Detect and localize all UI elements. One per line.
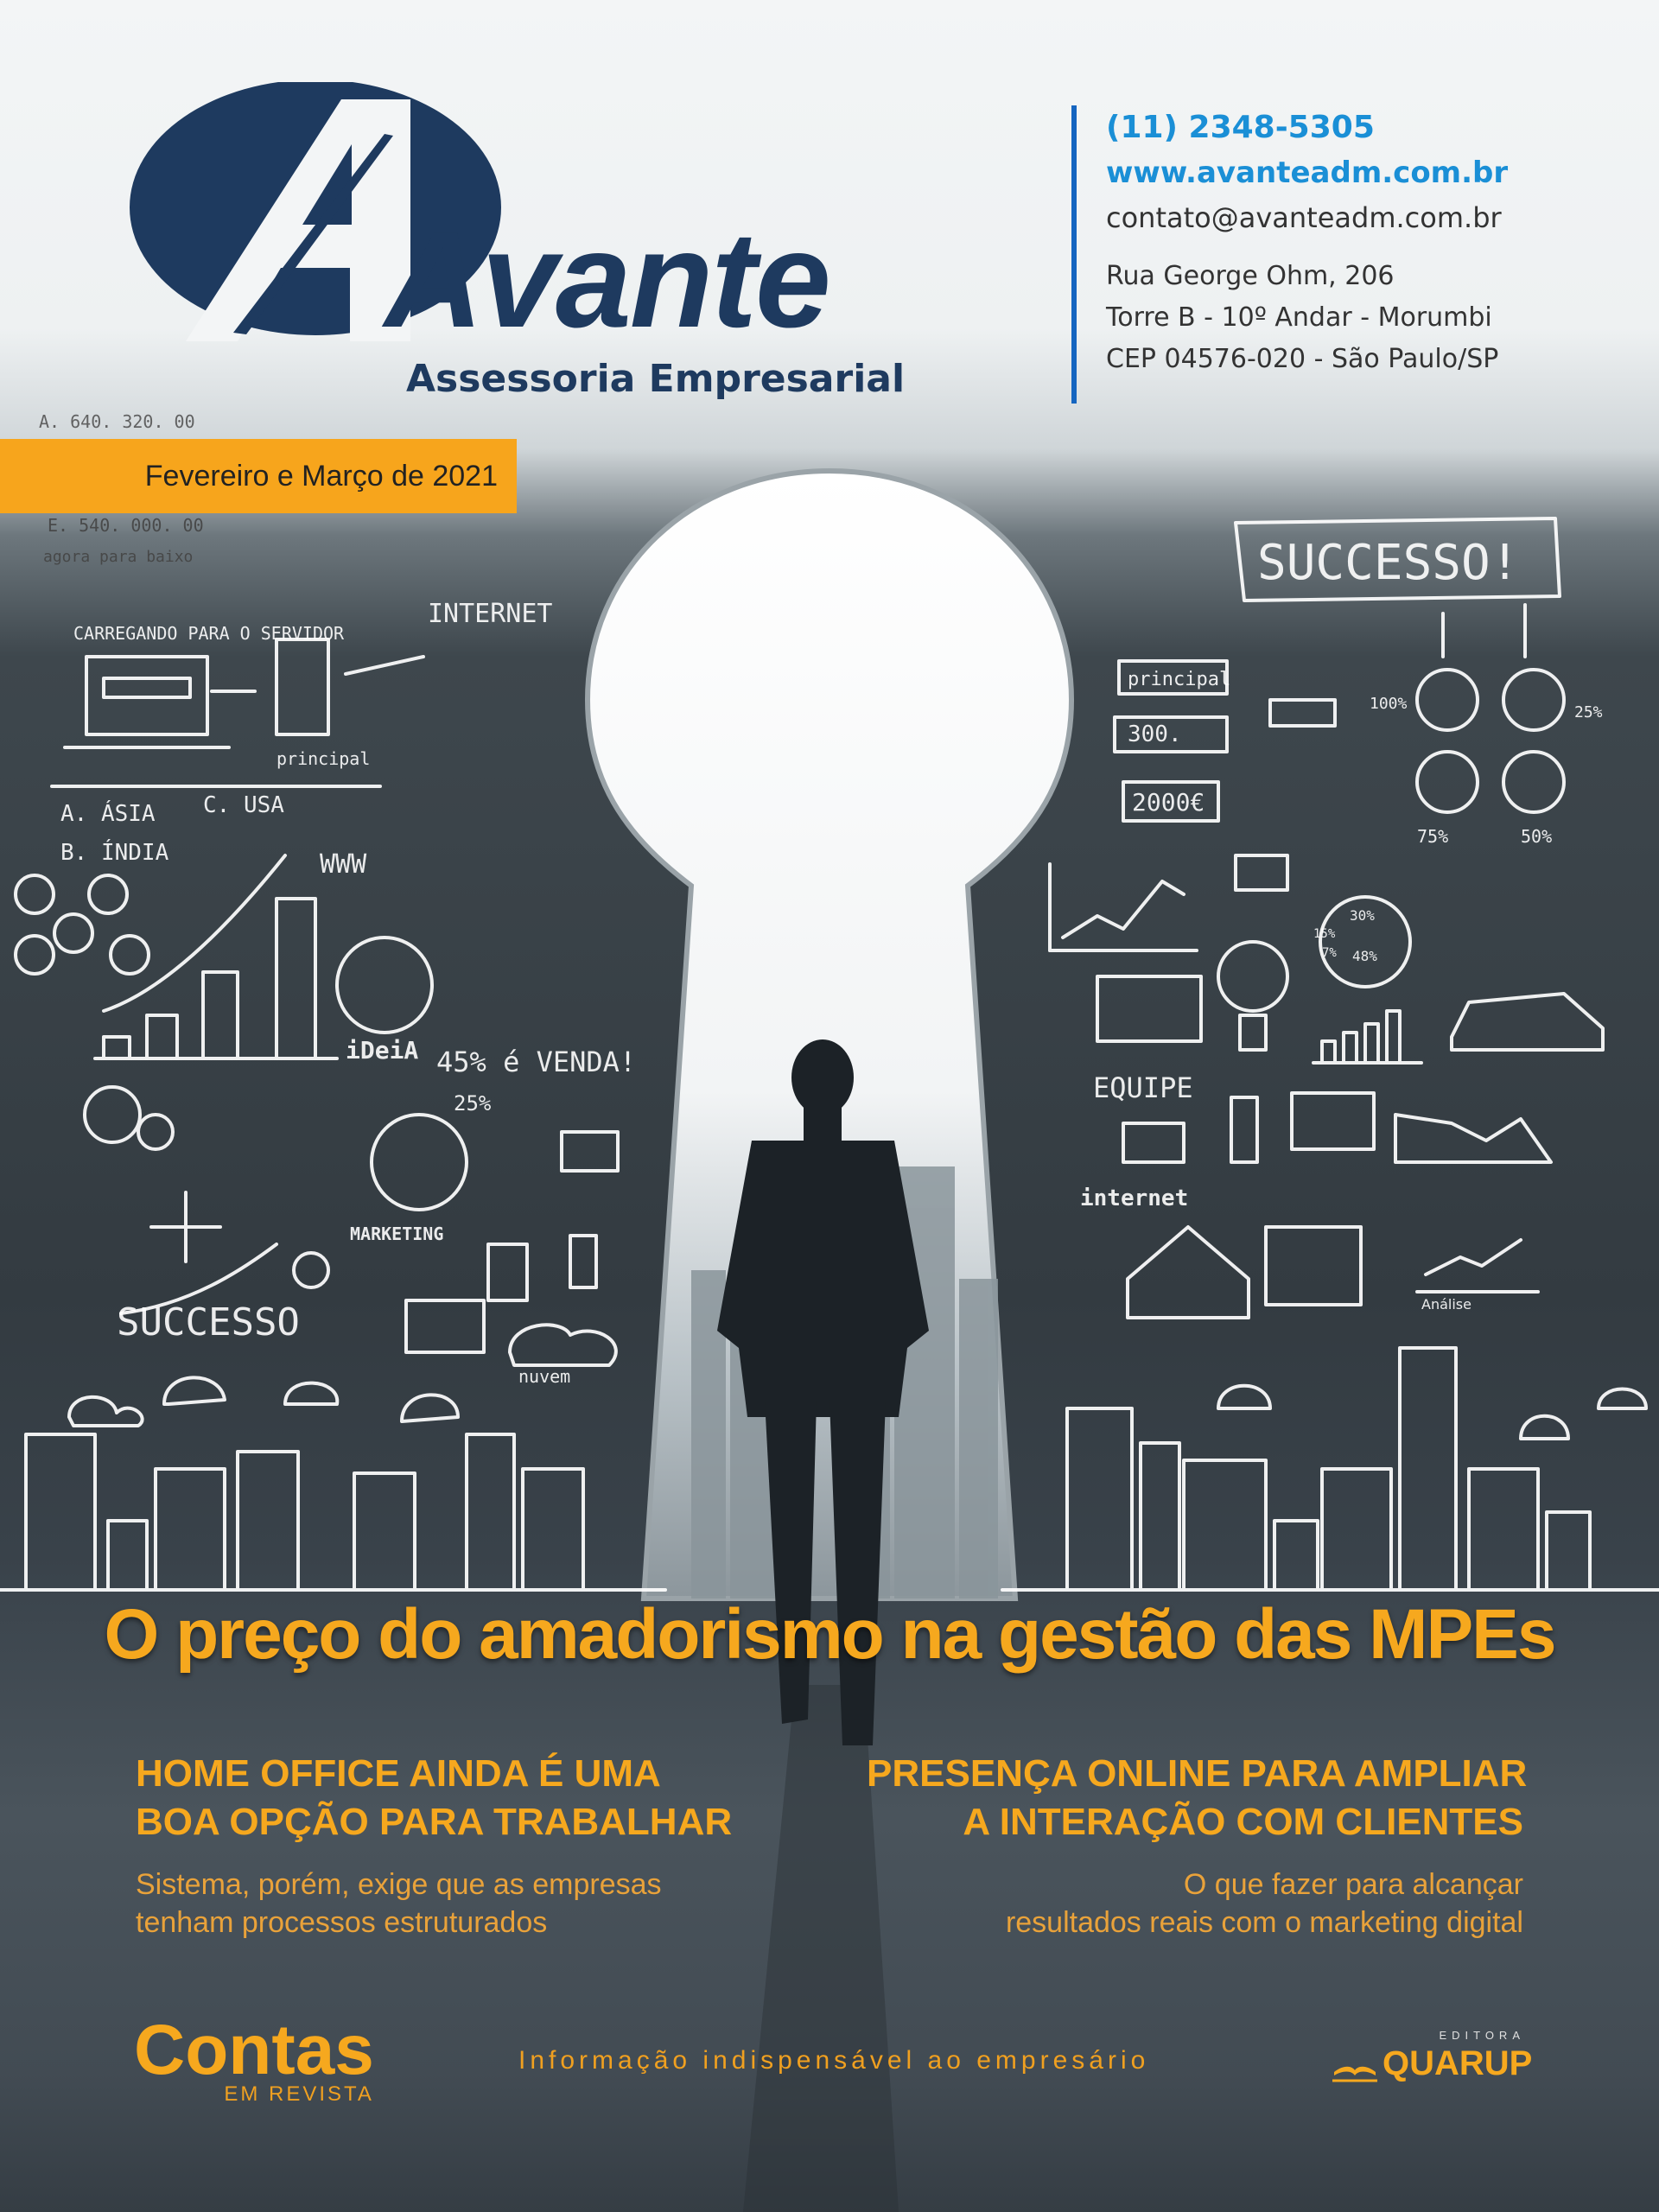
issue-date-band <box>0 439 517 513</box>
chalk-label: 2000€ <box>1132 788 1205 817</box>
avante-logo <box>125 82 955 410</box>
story-title-line: BOA OPÇÃO PARA TRABALHAR <box>136 1801 733 1843</box>
chalk-label: MARKETING <box>350 1224 444 1244</box>
chalk-label: 100% <box>1370 695 1408 713</box>
story-right <box>867 1750 1528 1942</box>
publisher-logo <box>1331 2029 1533 2098</box>
chalk-label: 48% <box>1352 948 1377 964</box>
chalk-label: principal <box>276 748 371 769</box>
chalk-label: C. USA <box>203 792 284 818</box>
chalk-label: Análise <box>1421 1296 1471 1313</box>
chalk-label: A. ÁSIA <box>60 801 156 827</box>
story-subtitle-line: O que fazer para alcançar <box>1183 1868 1523 1901</box>
magazine-tagline: Informação indispensável ao empresário <box>518 2046 1150 2075</box>
chalk-label: CARREGANDO PARA O SERVIDOR <box>73 623 345 644</box>
chalk-label: WWW <box>320 849 367 880</box>
chalk-label: EQUIPE <box>1093 1071 1193 1104</box>
logo-subtitle: Assessoria Empresarial <box>406 357 906 401</box>
keyhole-light <box>588 471 1071 1599</box>
story-subtitle-line: resultados reais com o marketing digital <box>1005 1906 1523 1939</box>
chalk-label: principal <box>1128 669 1231 690</box>
chalk-label: INTERNET <box>428 599 553 629</box>
contact-info <box>1071 105 1555 404</box>
chalk-label: 7% <box>1322 946 1337 960</box>
address-line: CEP 04576-020 - São Paulo/SP <box>1106 344 1499 374</box>
chalk-label: nuvem <box>518 1366 571 1387</box>
chalk-label: 15% <box>1313 927 1336 941</box>
magazine-name: Contas <box>134 2011 374 2089</box>
magazine-subname: EM REVISTA <box>224 2082 374 2106</box>
publisher-label: EDITORA <box>1439 2029 1525 2042</box>
cover-headline: O preço do amadorismo na gestão das MPEs <box>104 1595 1555 1674</box>
story-left <box>136 1750 792 1942</box>
book-icon <box>1331 2051 1379 2086</box>
logo-wordmark: Avante <box>385 204 830 356</box>
publisher-name: QUARUP <box>1382 2044 1533 2082</box>
chalk-label: 25% <box>454 1091 492 1116</box>
contact-website[interactable]: www.avanteadm.com.br <box>1106 156 1509 190</box>
address-line: Torre B - 10º Andar - Morumbi <box>1106 302 1492 333</box>
chalk-label: A. 640. 320. 00 <box>39 411 195 432</box>
chalk-label: E. 540. 000. 00 <box>48 515 204 536</box>
chalk-label: 300. <box>1128 721 1182 747</box>
chalk-label: 50% <box>1521 826 1553 847</box>
story-title-line: HOME OFFICE AINDA É UMA <box>136 1752 661 1795</box>
address-line: Rua George Ohm, 206 <box>1106 261 1395 291</box>
chalk-label: 30% <box>1350 907 1375 924</box>
contact-email[interactable]: contato@avanteadm.com.br <box>1106 201 1502 234</box>
chalk-label: internet <box>1080 1185 1189 1211</box>
story-title-line: PRESENÇA ONLINE PARA AMPLIAR <box>867 1752 1528 1795</box>
chalk-label: iDeiA <box>346 1036 419 1065</box>
magazine-masthead <box>134 2013 374 2107</box>
issue-date: Fevereiro e Março de 2021 <box>144 459 498 493</box>
chalk-label: 45% é VENDA! <box>436 1046 637 1078</box>
chalk-label: SUCCESSO! <box>1257 535 1520 591</box>
contact-phone[interactable]: (11) 2348-5305 <box>1106 110 1375 145</box>
story-subtitle-line: tenham processos estruturados <box>136 1906 548 1939</box>
chalk-label: B. ÍNDIA <box>60 840 169 866</box>
chalk-label: SUCCESSO <box>117 1300 300 1344</box>
chalk-label: 25% <box>1574 703 1603 721</box>
story-title-line: A INTERAÇÃO COM CLIENTES <box>963 1801 1523 1843</box>
story-subtitle-line: Sistema, porém, exige que as empresas <box>136 1868 662 1901</box>
chalk-label: agora para baixo <box>43 548 194 566</box>
chalk-label: 75% <box>1417 826 1449 847</box>
